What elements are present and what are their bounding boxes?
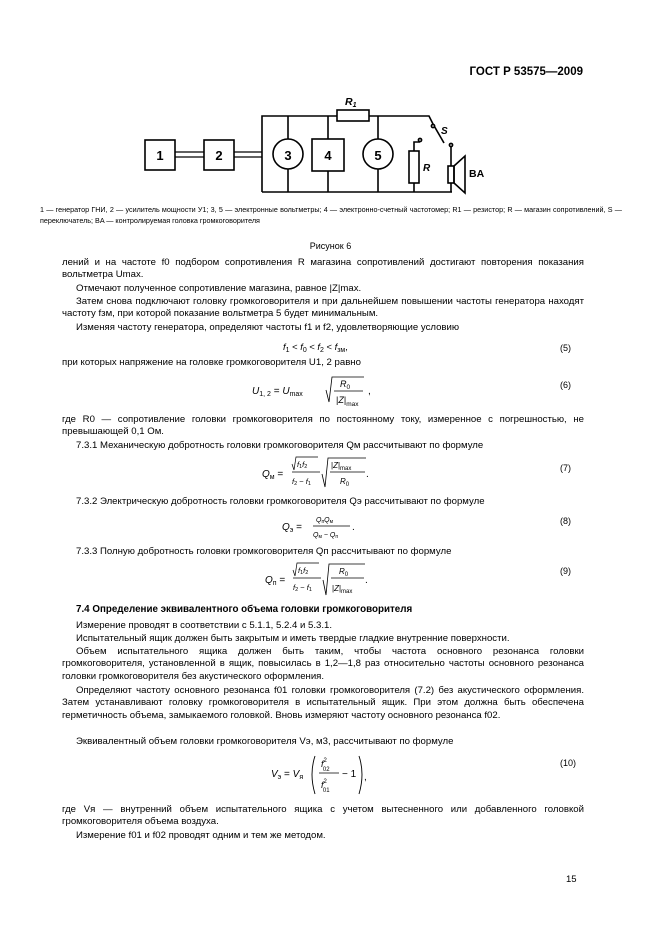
paragraph: Изменяя частоту генератора, определяют частоты f1 и f2, удовлетворяющие условию: [76, 322, 460, 333]
block-label: 3: [284, 148, 292, 163]
paragraph: Эквивалентный объем головки громкоговорителя Vэ, м3, рассчитывают по формуле: [76, 736, 454, 747]
svg-text:U1, 2 = Umax: $U_{1, 2} = U_{max}$: [252, 386, 303, 398]
formula-number: (6): [560, 380, 571, 390]
document-code: ГОСТ Р 53575—2009: [469, 66, 583, 78]
formula-5: $f_1 < f_0 < f_2 < f_{зм}$,: [283, 341, 348, 354]
formula-10: [271, 750, 391, 800]
paragraph: Определяют частоту основного резонанса f01 головки громкоговорителя (7.2) без акустического оформления. Затем устанавливают головку громкоговорителя в испытательный ящик. При этом должна быть обеспечена герметичность объема, замыкаемого головкой. Вновь измеряют частоту основного резонанса f02.: [62, 685, 584, 721]
svg-text:R0: $R_0$: [339, 567, 349, 578]
svg-text:Qп =: $Q_п$ =: [265, 575, 286, 587]
paragraph-where-v: где Vя — внутренний объем испытательного ящика с учетом вытесненного или добавленного головкой громкоговорителя объема воздуха.: [62, 804, 584, 828]
paragraph: лений и на частоте f0 подбором сопротивления R магазина сопротивлений достигают повторения показания вольтметра Umax.: [62, 257, 584, 281]
paragraph: Измерение проводят в соответствии с 5.1.1, 5.2.4 и 5.3.1.: [76, 620, 333, 631]
paragraph: при которых напряжение на головке громкоговорителя U1, 2 равно: [62, 357, 361, 368]
speaker-ba: [448, 166, 454, 183]
figure-title: Рисунок 6: [309, 241, 352, 251]
formula-8: [282, 512, 372, 544]
svg-text:|Z|max: $|Z|_{max}$: [331, 461, 352, 472]
svg-text:.: .: [366, 469, 369, 480]
svg-text:|Z|max: $|Z|_{max}$: [336, 395, 359, 408]
svg-text:f1f2: f1f2: [298, 566, 309, 576]
svg-text:f201: $f^2$ 01: [321, 779, 330, 794]
block-label: 2: [215, 148, 223, 163]
svg-text:Qэ =: $Q_э$ =: [282, 522, 302, 534]
r1-label: R1: [345, 96, 357, 109]
svg-text:,: ,: [364, 772, 367, 783]
paragraph: Объем испытательного ящика должен быть таким, чтобы частота основного резонанса головки громкоговорителя, установленной в ящик, повысилась в 1,2—1,8 раз относительно частоты основного резонанса головки громкоговорителя без акустического оформления.: [62, 646, 584, 682]
paragraph-where: где R0 — сопротивление головки громкоговорителя по постоянному току, измеренное с погрешностью, не превышающей 0,1 Ом.: [62, 414, 584, 438]
svg-text:f2 − f1: f2 − f1: [293, 583, 312, 593]
svg-text:− 1: − 1: [342, 769, 357, 780]
svg-text:Qм − Qп: Qм − Qп: [313, 532, 339, 540]
paragraph: Испытательный ящик должен быть закрытым и иметь твердые гладкие внутренние поверхности.: [76, 633, 510, 644]
r-label: R: [423, 163, 431, 174]
svg-text:QпQм: QпQм: [316, 517, 334, 525]
svg-text:Vэ = Vя: $V_э = V_я$: [271, 769, 304, 781]
switch-label: S: [441, 126, 448, 137]
paragraph-732: 7.3.2 Электрическую добротность головки громкоговорителя Qэ рассчитывают по формуле: [76, 496, 485, 507]
formula-number: (7): [560, 463, 571, 473]
figure-caption: 1 — генератор ГНИ, 2 — усилитель мощности У1; 3, 5 — электронные вольтметры; 4 — электронно-счетный частотомер; R1 — резистор; R — магазин сопротивлений, S — переключатель; BA — контролируемая головка громкоговорителя: [40, 205, 622, 225]
section-heading: 7.4 Определение эквивалентного объема головки громкоговорителя: [76, 604, 413, 615]
svg-text:|Z|max: $|Z|_{max}$: [332, 584, 353, 595]
svg-text:,: ,: [368, 386, 371, 397]
formula-6: [252, 372, 392, 412]
circuit-diagram: [0, 0, 661, 210]
formula-7: [262, 455, 382, 495]
paragraph: Отмечают полученное сопротивление магазина, равное |Z|max.: [76, 283, 362, 294]
formula-9: [265, 561, 385, 601]
svg-text:f2 − f1: f2 − f1: [292, 477, 311, 487]
resistor-r: [409, 151, 419, 183]
svg-text:R0: $R_0$: [340, 477, 350, 488]
svg-text:.: .: [365, 575, 368, 586]
svg-text:.: .: [352, 522, 355, 533]
formula-number: (10): [560, 758, 577, 768]
resistor-r1: [337, 110, 369, 121]
formula-number: (5): [560, 343, 571, 353]
svg-text:f202: $f^2$ 02: [321, 758, 330, 773]
svg-text:f1f2: f1f2: [297, 460, 308, 470]
block-label: 5: [374, 148, 382, 163]
page-number: 15: [566, 874, 577, 885]
svg-text:Qм =: $Q_м$ =: [262, 469, 284, 481]
svg-text:R0: $R_0$: [340, 379, 351, 391]
formula-number: (9): [560, 566, 571, 576]
paragraph: Измерение f01 и f02 проводят одним и тем же методом.: [76, 830, 326, 841]
block-label: 1: [156, 148, 164, 163]
speaker-label: BA: [469, 168, 485, 180]
block-label: 4: [324, 148, 332, 163]
paragraph-733: 7.3.3 Полную добротность головки громкоговорителя Qп рассчитывают по формуле: [76, 546, 452, 557]
paragraph-731: 7.3.1 Механическую добротность головки громкоговорителя Qм рассчитывают по формуле: [76, 440, 484, 451]
paragraph: Затем снова подключают головку громкоговорителя и при дальнейшем повышении частоты генератора находят частоту fзм, при которой показание вольтметра 5 будет минимальным.: [62, 296, 584, 320]
formula-number: (8): [560, 516, 571, 526]
